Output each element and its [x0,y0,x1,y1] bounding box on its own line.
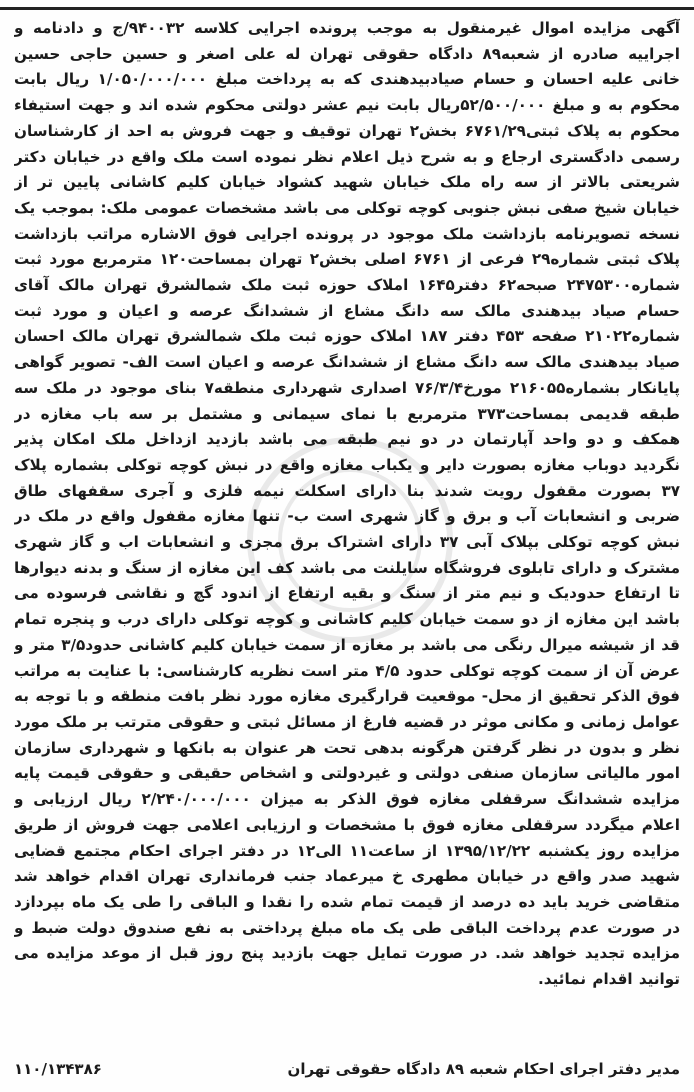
top-border [0,0,694,10]
issuer-signature: مدیر دفتر اجرای احکام شعبه ۸۹ دادگاه حقوقی تهران [287,1060,680,1078]
auction-notice-text: آگهی مزایده اموال غیرمنقول به موجب پرونده اجرایی کلاسه ۹۴۰۰۳۲/ج و دادنامه و اجراییه صادره از شعبه۸۹ دادگاه حقوقی تهران له علی اصغر و حسین حاجی حسین خانی علیه احسان و حسام صیادبیدهندی که به پرداخت مبلغ ۱/۰۵۰/۰۰۰/۰۰۰ ریال بابت محکوم به و مبلغ ۵۲/۵۰۰/۰۰۰ریال بابت نیم عشر دولتی محکوم شده اند و جهت استیفاء محکوم به پلاک ثبتی۶۷۶۱/۲۹ بخش۲ تهران توقیف و جهت فروش به احد از کارشناسان رسمی دادگستری ارجاع و به شرح ذیل اعلام نظر نموده است ملک واقع در خیابان دکتر شریعتی بالاتر از سه راه ملک خیابان شهید کشواد خیابان کلیم کاشانی پایین تر از خیابان شیخ صفی نبش جنوبی کوچه توکلی می باشد مشخصات عمومی ملک: بموجب یک نسخه تصویرنامه بازداشت ملک موجود در پرونده اجرایی فوق الاشاره مراتب بازداشت پلاک ثبتی شماره۲۹ فرعی از ۶۷۶۱ اصلی بخش۲ تهران بمساحت۱۲۰ مترمربع مورد ثبت شماره۲۴۷۵۳۰۰ صبحه۶۲ دفتر۱۶۴۵ املاک حوزه ثبت ملک شمالشرق تهران مالک آقای حسام صیاد بیدهندی مالک سه دانگ مشاع از ششدانگ عرصه و اعیان و مورد ثبت شماره۲۱۰۲۲ صفحه ۴۵۳ دفتر ۱۸۷ املاک حوزه ثبت ملک شمالشرق تهران مالک احسان صیاد بیدهندی مالک سه دانگ مشاع از ششدانگ عرصه و اعیان است الف- تصویر گواهی پایانکار بشماره۲۱۶۰۵۵ مورخ۷۶/۳/۴ اصداری شهرداری منطقه۷ بنای موجود در ملک سه طبقه قدیمی بمساحت۳۷۳ مترمربع با نمای سیمانی و مشتمل بر سه باب مغازه در همکف و دو واحد آپارتمان در دو نیم طبقه می باشد بازدید ازداخل ملک امکان پذیر نگردید دوباب مغازه بصورت دایر و یکباب مغازه واقع در نبش کوچه توکلی بشماره پلاک ۳۷ بصورت مقفول رویت شدند بنا دارای اسکلت نیمه فلزی و آجری سقفهای طاق ضربی و انشعابات آب و برق و گاز شهری است ب- تنها مغازه مقفول واقع در ملک در نبش کوچه توکلی بپلاک آبی ۳۷ دارای اشتراک برق مجزی و انشعابات اب و گاز شهری مشترک و دارای تابلوی فروشگاه سایلنت می باشد کف این مغازه از سنگ و بدنه دیوارها تا ارتفاع حدودیک و نیم متر از سنگ و بقیه ارتفاع از اندود گچ و نقاشی فرسوده می باشد این مغازه از دو سمت خیابان کلیم کاشانی و کوچه توکلی دارای درب و پنجره تمام قد از شیشه میرال رنگی می باشد بر مغازه از سمت خیابان کلیم کاشانی حدود۳/۵ متر و عرض آن از سمت کوچه توکلی حدود ۴/۵ متر است نظریه کارشناسی: با عنایت به مراتب فوق الذکر تحقیق از محل- موقعیت قرارگیری مغازه مورد نظر بافت منطقه و با توجه به عوامل زمانی و مکانی موثر در قضیه فارغ از مسائل ثبتی و حقوقی مترتب بر ملک مورد نظر و بدون در نظر گرفتن هرگونه بدهی تحت هر عنوان به بانکها و شهرداری سازمان امور مالیاتی سازمان صنفی دولتی و غیردولتی و اشخاص حقیقی و حقوقی قیمت پایه مزایده ششدانگ سرقفلی مغازه فوق الذکر به میزان ۲/۲۴۰/۰۰۰/۰۰۰ ریال ارزیابی و اعلام میگردد سرقفلی مغازه فوق با مشخصات و ارزیابی اعلامی جهت فروش از طریق مزایده روز یکشنبه ۱۳۹۵/۱۲/۲۲ از ساعت۱۱ الی۱۲ در دفتر اجرای احکام مجتمع قضایی شهید صدر واقع در خیابان مطهری خ میرعماد جنب فرمانداری تهران اقدام خواهد شد متقاضی خرید باید ده درصد از قیمت تمام شده را نقدا و الباقی را طی یک ماه بپردازد در صورت عدم پرداخت الباقی طی یک ماه مبلغ پرداختی به نفع صندوق دولت ضبط و مزایده تجدید خواهد شد. در صورت تمایل جهت بازدید پنج روز قبل از موعد مزایده می توانید اقدام نمائید. [14,19,680,989]
reference-number: ۱۱۰/۱۳۴۳۸۶ [14,1060,102,1078]
notice-footer [14,1056,680,1082]
